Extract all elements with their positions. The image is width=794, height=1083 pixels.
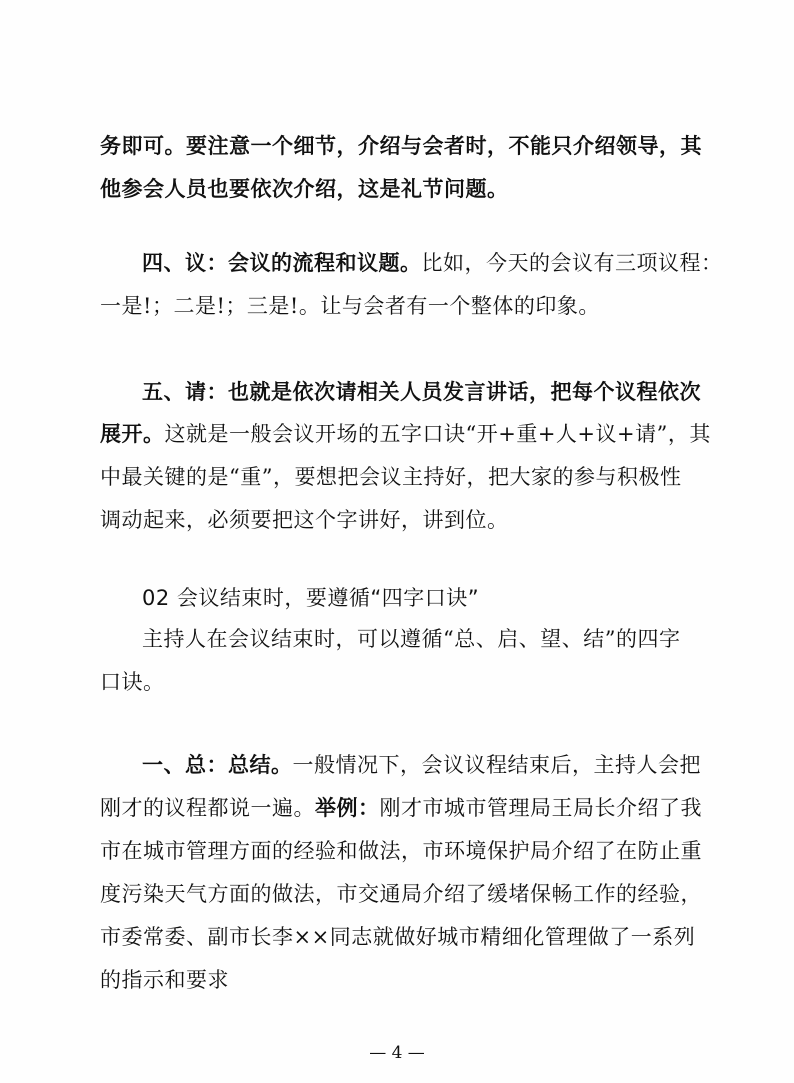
section-heading-qing: 五、请：也就是依次请相关人员发言讲话，把每个议程依次 (142, 380, 701, 404)
section-heading-yi: 四、议：会议的流程和议题。 (142, 251, 422, 275)
body-text: 比如，今天的会议有三项议程： (421, 251, 723, 275)
text-line (142, 583, 742, 613)
body-text: 中最关键的是“重”，要想把会议主持好，把大家的参与积极性 (100, 465, 682, 489)
text-line (100, 922, 700, 952)
body-text: 这就是一般会议开场的五字口诀“开+重+人+议+请”，其 (164, 422, 711, 446)
body-text: 调动起来，必须要把这个字讲好，讲到位。 (100, 508, 509, 532)
text-line (142, 248, 742, 278)
bold-text: 他参会人员也要依次介绍，这是礼节问题。 (100, 177, 509, 201)
text-line (142, 624, 742, 654)
bold-text: 务即可。要注意一个细节，介绍与会者时，不能只介绍领导，其 (100, 134, 702, 158)
body-text: 口诀。 (100, 670, 165, 694)
text-line (100, 965, 700, 995)
body-text: 一是!；二是!；三是!。让与会者有一个整体的印象。 (100, 294, 600, 318)
text-line (100, 131, 700, 161)
body-text: 的指示和要求 (100, 968, 229, 992)
body-text: 市委常委、副市长李××同志就做好城市精细化管理做了一系列 (100, 925, 696, 949)
text-line (100, 291, 700, 321)
example-label: 举例： (315, 796, 380, 820)
section-heading-zong: 一、总：总结。 (142, 753, 293, 777)
body-text: 度污染天气方面的做法，市交通局介绍了缓堵保畅工作的经验， (100, 882, 702, 906)
body-text: 刚才市城市管理局王局长介绍了我 (379, 796, 702, 820)
body-text: 市在城市管理方面的经验和做法，市环境保护局介绍了在防止重 (100, 839, 702, 863)
text-line (100, 793, 700, 823)
body-text: 一般情况下，会议议程结束后，主持人会把 (292, 753, 701, 777)
text-line (142, 750, 742, 780)
text-line (142, 377, 742, 407)
body-text: 刚才的议程都说一遍。 (100, 796, 315, 820)
text-line (100, 879, 700, 909)
text-line (100, 174, 700, 204)
text-line (100, 419, 711, 449)
text-line (100, 836, 700, 866)
section-heading-02: 02 会议结束时，要遵循“四字口诀” (142, 586, 480, 610)
text-line (100, 667, 700, 697)
text-line (100, 505, 700, 535)
bold-text: 展开。 (100, 422, 165, 446)
page-number: — 4 — (369, 1043, 425, 1063)
body-text: 主持人在会议结束时，可以遵循“总、启、望、结”的四字 (142, 627, 681, 651)
text-line (100, 462, 700, 492)
